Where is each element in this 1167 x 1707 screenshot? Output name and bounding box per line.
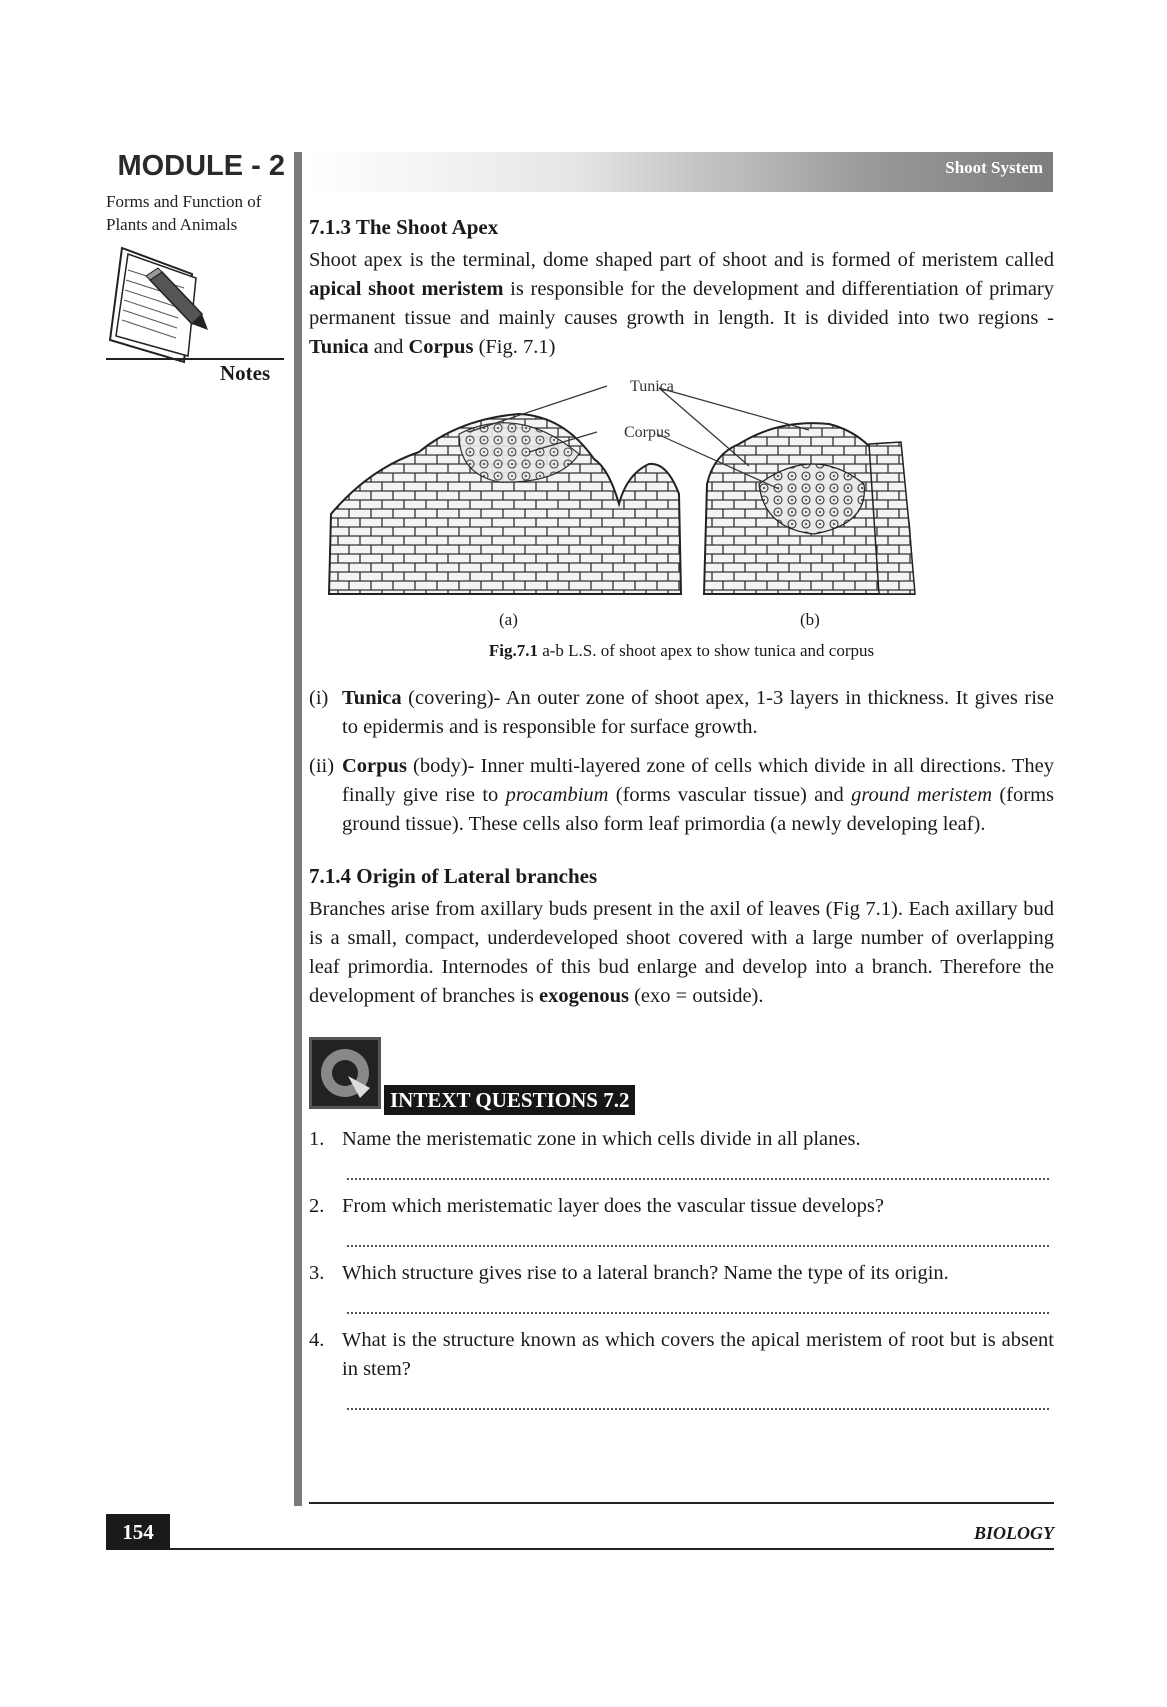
shoot-apex-paragraph: Shoot apex is the terminal, dome shaped part of shoot and is formed of meristem called apical shoot meristem is responsible for the development and differentiation of primary permanent tissue and mainly causes growth in length. It is divided into two regions - Tunica and Corpus (Fig. 7.1) bbox=[309, 249, 1054, 358]
lateral-branches-paragraph: Branches arise from axillary buds present in the axil of leaves (Fig 7.1). Each axillary bud is a small, compact, underdeveloped shoot covered with a large number of overlapping leaf primordia. Internodes of this bud enlarge and develop into a branch. Therefore the development of branches is exogenous (exo = outside). bbox=[309, 898, 1054, 1007]
list-item-corpus: (ii) Corpus (body)- Inner multi-layered zone of cells which divide in all directions. They finally give rise to procambium (forms vascular tissue) and ground meristem (forms ground tissue). These cells also form leaf primordia (a newly developing leaf). bbox=[309, 755, 1054, 835]
section-heading-lateral-branches: 7.1.4 Origin of Lateral branches bbox=[309, 864, 598, 888]
intext-questions-banner bbox=[309, 1037, 1054, 1119]
figure-panel-b-label: (b) bbox=[800, 610, 820, 629]
intext-question: 3. Which structure gives rise to a lateral branch? Name the type of its origin. bbox=[309, 1262, 949, 1284]
figure-shoot-apex bbox=[309, 374, 1054, 674]
page-number: 154 bbox=[106, 1514, 170, 1550]
answer-line[interactable] bbox=[347, 1302, 1049, 1314]
chapter-title: Shoot System bbox=[945, 158, 1043, 177]
main-content bbox=[309, 214, 1054, 1422]
intext-questions-label: INTEXT QUESTIONS 7.2 bbox=[384, 1085, 635, 1115]
intext-question: 4. What is the structure known as which covers the apical meristem of root but is absent in stem? bbox=[309, 1329, 1054, 1380]
vertical-margin-bar bbox=[294, 152, 302, 1506]
list-item-tunica: (i) Tunica (covering)- An outer zone of shoot apex, 1-3 layers in thickness. It gives rise to epidermis and is responsible for surface growth. bbox=[309, 687, 1054, 738]
module-subtitle bbox=[106, 190, 296, 236]
notes-label: Notes bbox=[220, 361, 271, 385]
answer-line[interactable] bbox=[347, 1168, 1049, 1180]
figure-label-tunica: Tunica bbox=[630, 378, 674, 395]
figure-label-corpus: Corpus bbox=[624, 424, 671, 441]
shoot-apex-illustration bbox=[309, 374, 1054, 644]
notes-rule bbox=[106, 358, 284, 360]
module-subtitle-line2: Plants and Animals bbox=[106, 215, 238, 234]
intext-question-list bbox=[309, 1125, 1054, 1410]
answer-line[interactable] bbox=[347, 1235, 1049, 1247]
module-title: MODULE - 2 bbox=[117, 150, 285, 182]
chapter-header-band bbox=[310, 152, 1053, 192]
intext-question: 2. From which meristematic layer does the vascular tissue develops? bbox=[309, 1195, 884, 1217]
notes-pencil-icon bbox=[104, 244, 216, 368]
content-end-rule bbox=[309, 1502, 1054, 1504]
figure-caption: Fig.7.1 a-b L.S. of shoot apex to show tunica and corpus bbox=[488, 641, 875, 660]
module-subtitle-line1: Forms and Function of bbox=[106, 192, 262, 211]
intext-question: 1. Name the meristematic zone in which cells divide in all planes. bbox=[309, 1128, 861, 1150]
footer-rule bbox=[170, 1548, 1054, 1550]
figure-panel-a-label: (a) bbox=[499, 610, 518, 629]
intext-question-icon bbox=[309, 1037, 381, 1109]
answer-line[interactable] bbox=[347, 1398, 1049, 1410]
footer-subject: BIOLOGY bbox=[974, 1523, 1054, 1543]
section-heading-shoot-apex: 7.1.3 The Shoot Apex bbox=[309, 215, 499, 239]
